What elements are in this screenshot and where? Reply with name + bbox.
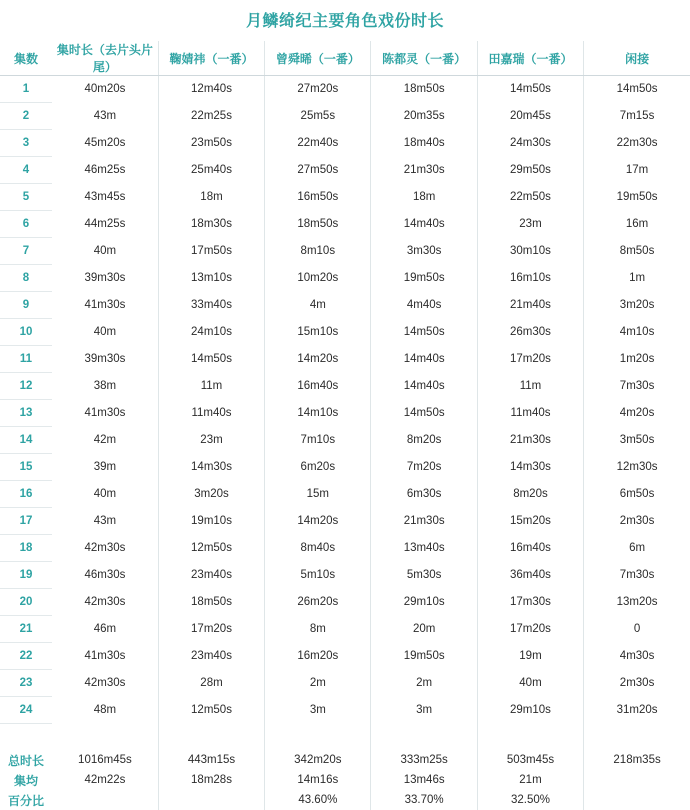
table-row bbox=[0, 184, 690, 211]
cell-episode: 8 bbox=[0, 265, 52, 292]
cell-actor-2: 14m10s bbox=[265, 400, 371, 427]
cell-indirect: 12m30s bbox=[584, 454, 690, 481]
cell-actor-4: 15m20s bbox=[477, 508, 583, 535]
summary-label-percent: 百分比 bbox=[7, 793, 44, 808]
summary-row-total bbox=[0, 750, 690, 770]
table-row bbox=[0, 697, 690, 724]
summary-percent-indirect bbox=[584, 790, 690, 810]
cell-actor-2: 22m40s bbox=[265, 130, 371, 157]
cell-actor-2: 26m20s bbox=[265, 589, 371, 616]
cell-actor-3: 5m30s bbox=[371, 562, 477, 589]
column-header-actor-4: 田嘉瑞（一番） bbox=[477, 41, 583, 76]
cell-duration: 40m bbox=[93, 245, 117, 257]
table-row bbox=[0, 400, 690, 427]
cell-actor-3: 20m bbox=[371, 616, 477, 643]
cell-episode: 17 bbox=[0, 508, 52, 535]
cell-actor-3: 3m30s bbox=[371, 238, 477, 265]
cell-actor-2: 16m50s bbox=[265, 184, 371, 211]
cell-actor-2: 16m20s bbox=[265, 643, 371, 670]
cell-actor-3: 20m35s bbox=[371, 103, 477, 130]
cell-indirect: 3m20s bbox=[584, 292, 690, 319]
cell-indirect: 19m50s bbox=[584, 184, 690, 211]
cell-actor-3: 14m40s bbox=[371, 346, 477, 373]
column-header-indirect: 闲接 bbox=[584, 41, 690, 76]
table-row bbox=[0, 427, 690, 454]
spacer-cell bbox=[52, 724, 158, 751]
cell-indirect: 1m20s bbox=[584, 346, 690, 373]
cell-indirect: 1m bbox=[584, 265, 690, 292]
cell-indirect: 3m50s bbox=[584, 427, 690, 454]
cell-actor-4: 21m40s bbox=[477, 292, 583, 319]
cell-actor-1: 14m30s bbox=[158, 454, 264, 481]
cell-duration: 41m30s bbox=[84, 299, 126, 311]
header-row bbox=[0, 41, 690, 76]
cell-actor-3: 14m50s bbox=[371, 400, 477, 427]
cell-actor-2: 10m20s bbox=[265, 265, 371, 292]
summary-label-average: 集均 bbox=[13, 773, 38, 788]
cell-actor-1: 13m10s bbox=[158, 265, 264, 292]
cell-actor-3: 18m50s bbox=[371, 76, 477, 103]
cell-episode: 21 bbox=[0, 616, 52, 643]
table-row bbox=[0, 508, 690, 535]
cell-indirect: 6m bbox=[584, 535, 690, 562]
table-row bbox=[0, 562, 690, 589]
summary-avg-duration: 42m22s bbox=[84, 774, 126, 786]
cell-indirect: 0 bbox=[584, 616, 690, 643]
summary-row-percent bbox=[0, 790, 690, 810]
cell-actor-3: 6m30s bbox=[371, 481, 477, 508]
cell-actor-2: 18m50s bbox=[265, 211, 371, 238]
cell-actor-3: 29m10s bbox=[371, 589, 477, 616]
cell-actor-4: 17m20s bbox=[477, 346, 583, 373]
table-row bbox=[0, 238, 690, 265]
cell-duration: 46m25s bbox=[84, 164, 126, 176]
cell-indirect: 7m30s bbox=[584, 373, 690, 400]
cell-duration: 43m bbox=[93, 110, 117, 122]
cell-actor-3: 14m40s bbox=[371, 211, 477, 238]
cell-actor-2: 27m20s bbox=[265, 76, 371, 103]
cell-episode: 7 bbox=[0, 238, 52, 265]
cell-indirect: 22m30s bbox=[584, 130, 690, 157]
cell-actor-1: 22m25s bbox=[158, 103, 264, 130]
column-header-episode: 集数 bbox=[0, 41, 52, 76]
column-header-actor-2: 曾舜晞（一番） bbox=[265, 41, 371, 76]
cell-indirect: 7m30s bbox=[584, 562, 690, 589]
cell-episode: 11 bbox=[0, 346, 52, 373]
cell-actor-4: 40m bbox=[477, 670, 583, 697]
cell-actor-1: 12m50s bbox=[158, 697, 264, 724]
cell-indirect: 6m50s bbox=[584, 481, 690, 508]
summary-percent-duration bbox=[52, 790, 158, 810]
summary-avg-actor-2: 14m16s bbox=[265, 770, 371, 790]
cell-indirect: 17m bbox=[584, 157, 690, 184]
spacer-cell bbox=[584, 724, 690, 751]
summary-percent-actor-2: 43.60% bbox=[265, 790, 371, 810]
table-row bbox=[0, 346, 690, 373]
cell-actor-4: 24m30s bbox=[477, 130, 583, 157]
cell-duration: 44m25s bbox=[84, 218, 126, 230]
cell-actor-3: 3m bbox=[371, 697, 477, 724]
cell-duration: 46m bbox=[93, 623, 117, 635]
screen-time-table bbox=[0, 41, 690, 750]
table-row bbox=[0, 454, 690, 481]
cell-duration: 39m30s bbox=[84, 272, 126, 284]
cell-actor-1: 18m30s bbox=[158, 211, 264, 238]
cell-duration: 40m bbox=[93, 488, 117, 500]
cell-actor-3: 14m50s bbox=[371, 319, 477, 346]
spacer-cell bbox=[158, 724, 264, 751]
spacer-cell bbox=[371, 724, 477, 751]
cell-episode: 4 bbox=[0, 157, 52, 184]
cell-actor-3: 14m40s bbox=[371, 373, 477, 400]
cell-actor-3: 7m20s bbox=[371, 454, 477, 481]
cell-actor-2: 15m10s bbox=[265, 319, 371, 346]
column-header-actor-1: 鞠婧祎（一番） bbox=[158, 41, 264, 76]
cell-actor-1: 18m bbox=[158, 184, 264, 211]
cell-actor-4: 8m20s bbox=[477, 481, 583, 508]
cell-actor-1: 17m20s bbox=[158, 616, 264, 643]
cell-actor-1: 19m10s bbox=[158, 508, 264, 535]
table-row bbox=[0, 373, 690, 400]
cell-episode: 12 bbox=[0, 373, 52, 400]
cell-actor-4: 23m bbox=[477, 211, 583, 238]
cell-actor-2: 7m10s bbox=[265, 427, 371, 454]
summary-avg-actor-3: 13m46s bbox=[371, 770, 477, 790]
cell-actor-2: 27m50s bbox=[265, 157, 371, 184]
cell-duration: 42m bbox=[93, 434, 117, 446]
cell-actor-1: 28m bbox=[158, 670, 264, 697]
cell-indirect: 31m20s bbox=[584, 697, 690, 724]
cell-actor-1: 14m50s bbox=[158, 346, 264, 373]
cell-episode: 23 bbox=[0, 670, 52, 697]
summary-percent-actor-1 bbox=[158, 790, 264, 810]
cell-actor-3: 19m50s bbox=[371, 265, 477, 292]
cell-actor-4: 17m20s bbox=[477, 616, 583, 643]
cell-actor-4: 19m bbox=[477, 643, 583, 670]
cell-actor-4: 17m30s bbox=[477, 589, 583, 616]
summary-table bbox=[0, 750, 690, 810]
cell-actor-2: 25m5s bbox=[265, 103, 371, 130]
table-row bbox=[0, 481, 690, 508]
summary-block bbox=[0, 750, 690, 810]
cell-episode: 20 bbox=[0, 589, 52, 616]
summary-label-total: 总时长 bbox=[7, 753, 44, 768]
summary-total-actor-1: 443m15s bbox=[158, 750, 264, 770]
cell-episode: 24 bbox=[0, 697, 52, 724]
cell-actor-3: 8m20s bbox=[371, 427, 477, 454]
table-row bbox=[0, 130, 690, 157]
cell-actor-4: 20m45s bbox=[477, 103, 583, 130]
cell-duration: 38m bbox=[93, 380, 117, 392]
table-spacer-row bbox=[0, 724, 690, 751]
cell-duration: 48m bbox=[93, 704, 117, 716]
cell-duration: 45m20s bbox=[84, 137, 126, 149]
cell-actor-2: 6m20s bbox=[265, 454, 371, 481]
cell-duration: 39m bbox=[93, 461, 117, 473]
cell-actor-1: 12m50s bbox=[158, 535, 264, 562]
table-body bbox=[0, 76, 690, 751]
cell-actor-3: 21m30s bbox=[371, 508, 477, 535]
summary-total-actor-2: 342m20s bbox=[265, 750, 371, 770]
cell-indirect: 14m50s bbox=[584, 76, 690, 103]
cell-episode: 5 bbox=[0, 184, 52, 211]
cell-actor-1: 23m40s bbox=[158, 643, 264, 670]
cell-actor-4: 22m50s bbox=[477, 184, 583, 211]
summary-total-actor-4: 503m45s bbox=[477, 750, 583, 770]
cell-episode: 3 bbox=[0, 130, 52, 157]
cell-actor-4: 11m40s bbox=[477, 400, 583, 427]
summary-avg-actor-4: 21m bbox=[477, 770, 583, 790]
table-row bbox=[0, 616, 690, 643]
cell-actor-1: 11m40s bbox=[158, 400, 264, 427]
spacer-cell bbox=[265, 724, 371, 751]
table-row bbox=[0, 292, 690, 319]
cell-actor-2: 3m bbox=[265, 697, 371, 724]
cell-actor-1: 33m40s bbox=[158, 292, 264, 319]
cell-actor-3: 21m30s bbox=[371, 157, 477, 184]
summary-percent-actor-4: 32.50% bbox=[477, 790, 583, 810]
table-row bbox=[0, 319, 690, 346]
page-title: 月鳞绮纪主要角色戏份时长 bbox=[245, 13, 444, 30]
cell-actor-3: 19m50s bbox=[371, 643, 477, 670]
table-row bbox=[0, 103, 690, 130]
cell-actor-4: 36m40s bbox=[477, 562, 583, 589]
table-row bbox=[0, 157, 690, 184]
cell-actor-4: 29m10s bbox=[477, 697, 583, 724]
cell-episode: 19 bbox=[0, 562, 52, 589]
cell-actor-1: 23m bbox=[158, 427, 264, 454]
cell-episode: 18 bbox=[0, 535, 52, 562]
cell-actor-2: 4m bbox=[265, 292, 371, 319]
summary-row-average bbox=[0, 770, 690, 790]
cell-actor-4: 16m40s bbox=[477, 535, 583, 562]
cell-duration: 42m30s bbox=[84, 677, 126, 689]
table-row bbox=[0, 535, 690, 562]
cell-episode: 15 bbox=[0, 454, 52, 481]
cell-episode: 14 bbox=[0, 427, 52, 454]
table-row bbox=[0, 76, 690, 103]
table-row bbox=[0, 589, 690, 616]
cell-indirect: 13m20s bbox=[584, 589, 690, 616]
cell-duration: 42m30s bbox=[84, 542, 126, 554]
cell-duration: 40m20s bbox=[84, 83, 126, 96]
column-header-duration: 集时长（去片头片尾） bbox=[52, 41, 158, 76]
cell-actor-4: 30m10s bbox=[477, 238, 583, 265]
cell-actor-4: 26m30s bbox=[477, 319, 583, 346]
cell-actor-2: 15m bbox=[265, 481, 371, 508]
cell-duration: 42m30s bbox=[84, 596, 126, 608]
cell-indirect: 4m30s bbox=[584, 643, 690, 670]
cell-duration: 41m30s bbox=[84, 650, 126, 662]
cell-actor-3: 18m40s bbox=[371, 130, 477, 157]
cell-actor-2: 8m40s bbox=[265, 535, 371, 562]
cell-actor-1: 11m bbox=[158, 373, 264, 400]
column-header-actor-3: 陈都灵（一番） bbox=[371, 41, 477, 76]
cell-duration: 39m30s bbox=[84, 353, 126, 365]
summary-total-indirect: 218m35s bbox=[584, 750, 690, 770]
cell-episode: 6 bbox=[0, 211, 52, 238]
table-row bbox=[0, 643, 690, 670]
cell-actor-3: 18m bbox=[371, 184, 477, 211]
cell-duration: 40m bbox=[93, 326, 117, 338]
cell-actor-1: 25m40s bbox=[158, 157, 264, 184]
summary-percent-actor-3: 33.70% bbox=[371, 790, 477, 810]
table-row bbox=[0, 670, 690, 697]
cell-episode: 22 bbox=[0, 643, 52, 670]
summary-avg-actor-1: 18m28s bbox=[158, 770, 264, 790]
table-row bbox=[0, 265, 690, 292]
cell-actor-4: 14m30s bbox=[477, 454, 583, 481]
cell-actor-1: 23m40s bbox=[158, 562, 264, 589]
cell-episode: 13 bbox=[0, 400, 52, 427]
summary-avg-indirect bbox=[584, 770, 690, 790]
cell-duration: 46m30s bbox=[84, 569, 126, 581]
cell-actor-4: 14m50s bbox=[477, 76, 583, 103]
cell-actor-2: 8m bbox=[265, 616, 371, 643]
cell-indirect: 8m50s bbox=[584, 238, 690, 265]
summary-total-duration: 1016m45s bbox=[78, 754, 132, 766]
cell-indirect: 16m bbox=[584, 211, 690, 238]
cell-duration: 43m bbox=[93, 515, 117, 527]
cell-indirect: 4m20s bbox=[584, 400, 690, 427]
cell-actor-1: 24m10s bbox=[158, 319, 264, 346]
cell-actor-4: 29m50s bbox=[477, 157, 583, 184]
summary-total-actor-3: 333m25s bbox=[371, 750, 477, 770]
cell-actor-1: 18m50s bbox=[158, 589, 264, 616]
cell-duration: 43m45s bbox=[84, 191, 126, 203]
cell-actor-4: 11m bbox=[477, 373, 583, 400]
spacer-cell bbox=[477, 724, 583, 751]
cell-episode: 1 bbox=[0, 76, 52, 103]
cell-episode: 2 bbox=[0, 103, 52, 130]
cell-indirect: 7m15s bbox=[584, 103, 690, 130]
cell-episode: 16 bbox=[0, 481, 52, 508]
cell-actor-2: 14m20s bbox=[265, 508, 371, 535]
table-header bbox=[0, 41, 690, 76]
cell-actor-2: 16m40s bbox=[265, 373, 371, 400]
cell-actor-2: 8m10s bbox=[265, 238, 371, 265]
cell-duration: 41m30s bbox=[84, 407, 126, 419]
cell-actor-2: 14m20s bbox=[265, 346, 371, 373]
cell-actor-4: 21m30s bbox=[477, 427, 583, 454]
cell-episode: 10 bbox=[0, 319, 52, 346]
cell-actor-3: 2m bbox=[371, 670, 477, 697]
cell-actor-3: 13m40s bbox=[371, 535, 477, 562]
cell-actor-1: 3m20s bbox=[158, 481, 264, 508]
cell-indirect: 4m10s bbox=[584, 319, 690, 346]
cell-actor-3: 4m40s bbox=[371, 292, 477, 319]
cell-actor-1: 17m50s bbox=[158, 238, 264, 265]
cell-indirect: 2m30s bbox=[584, 670, 690, 697]
spacer-cell bbox=[0, 724, 52, 751]
cell-actor-1: 23m50s bbox=[158, 130, 264, 157]
cell-actor-2: 2m bbox=[265, 670, 371, 697]
cell-episode: 9 bbox=[0, 292, 52, 319]
cell-actor-2: 5m10s bbox=[265, 562, 371, 589]
cell-indirect: 2m30s bbox=[584, 508, 690, 535]
cell-actor-1: 12m40s bbox=[158, 76, 264, 103]
table-row bbox=[0, 211, 690, 238]
cell-actor-4: 16m10s bbox=[477, 265, 583, 292]
